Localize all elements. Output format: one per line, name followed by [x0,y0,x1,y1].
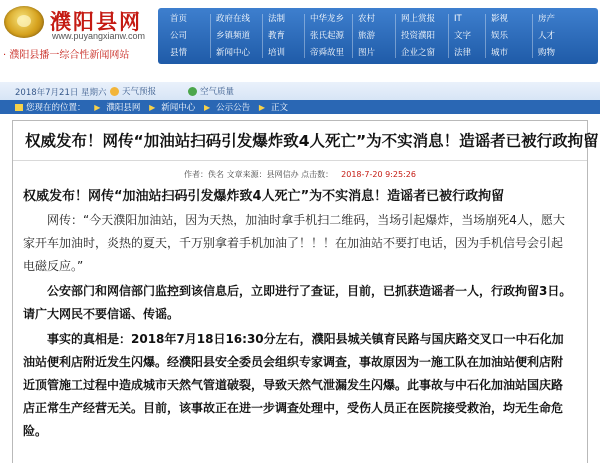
logo-emblem-icon [4,6,44,38]
site-url: www.puyangxianw.com [52,31,146,41]
nav-link[interactable]: 培训 [268,48,286,58]
article-meta [13,165,587,185]
nav-divider [304,14,305,58]
nav-link[interactable]: 农村 [358,14,376,24]
breadcrumb-item-current: 正文 [271,103,289,113]
nav-column [538,12,555,60]
breadcrumb-arrow-icon: ▶ [149,103,156,112]
nav-column [268,12,285,60]
article-paragraph: 网传：“今天濮阳加油站，因为天热，加油时拿手机扫二维码，当场引起爆炸，当场崩死4人，愿大家开车加油时，炎热的夏天，千万别拿着手机加油了！！！在加油站不要打电话，因为手机信号会引起电磁反应。” [23,213,565,273]
nav-divider [210,14,211,58]
site-header [0,0,600,68]
home-icon [15,104,23,111]
nav-link[interactable]: 投资濮阳 [401,31,436,41]
nav-link[interactable]: 帝舜故里 [310,48,345,58]
weather-label: 天气预报 [122,87,157,97]
current-date: 2018年7月21日 星期六 [15,88,107,98]
breadcrumb-item-notices[interactable]: 公示公告 [216,103,251,113]
nav-divider [532,14,533,58]
article-paragraph: 事实的真相是：2018年7月18日16:30分左右，濮阳县城关镇育民路与国庆路交叉口一中石化加油站便利店附近发生闪爆。经濮阳县安全委员会组织专家调查，事故原因为一施工队在加油站便利店附近顶管施工过程中造成城市天然气管道破裂，导致天然气泄漏发生闪爆。此事故与中石化加油站国庆路店正常生产经营无关。目前，该事故正在进一步调查处理中，受伤人员正在医院接受救治，均无生命危险。 [23,332,564,438]
nav-link[interactable]: 法律 [454,48,472,58]
nav-column [358,12,375,60]
nav-column [401,12,435,60]
nav-divider [352,14,353,58]
nav-link[interactable]: 网上赏报 [401,14,436,24]
nav-column [216,12,250,60]
nav-divider [448,14,449,58]
nav-column [170,12,187,60]
nav-column [310,12,344,60]
article-headline: 权威发布！网传“加油站扫码引发爆炸致4人死亡”为不实消息！造谣者已被行政拘留 [13,121,587,161]
nav-divider [395,14,396,58]
nav-divider [485,14,486,58]
nav-divider [262,14,263,58]
nav-link[interactable]: 旅游 [358,31,376,41]
weather-icon [110,87,119,96]
breadcrumb [0,100,600,114]
nav-link[interactable]: 文字 [454,31,472,41]
nav-link[interactable]: 县情 [170,48,188,58]
nav-link[interactable]: 娱乐 [491,31,509,41]
article-panel [12,120,599,463]
info-bar [0,82,600,100]
nav-link[interactable]: 中华龙乡 [310,14,345,24]
nav-column [454,12,471,60]
article-body [13,187,587,445]
breadcrumb-arrow-icon: ▶ [203,103,211,112]
breadcrumb-arrow-icon: ▶ [94,103,101,112]
article-date: 2018-7-20 9:25:26 [341,170,416,179]
nav-link[interactable]: 教育 [268,31,286,41]
site-title: 濮阳县网 [50,9,142,34]
nav-link[interactable]: IT [454,14,462,24]
nav-link[interactable]: 首页 [170,14,188,24]
breadcrumb-item-home[interactable]: 濮阳县网 [106,103,141,113]
nav-link[interactable]: 乡镇频道 [216,31,251,41]
air-quality-label: 空气质量 [200,87,235,97]
air-quality-link[interactable] [188,85,234,97]
breadcrumb-arrow-icon: ▶ [258,103,265,112]
main-nav [158,8,598,64]
nav-link[interactable]: 房产 [538,14,556,24]
nav-link[interactable]: 新闻中心 [216,48,251,58]
weather-link[interactable] [110,85,156,97]
nav-link[interactable]: 政府在线 [216,14,251,24]
nav-link[interactable]: 城市 [491,48,509,58]
site-logo[interactable] [0,0,160,68]
site-tagline: · 濮阳县播一综合性新闻网站 [3,50,130,61]
article-byline: 作者：佚名 文章来源：县网信办 点击数： [184,170,334,179]
nav-link[interactable]: 企业之窗 [401,48,436,58]
nav-link[interactable]: 图片 [358,48,376,58]
nav-link[interactable]: 人才 [538,31,556,41]
nav-link[interactable]: 公司 [170,31,188,41]
nav-link[interactable]: 张氏起源 [310,31,345,41]
air-quality-icon [188,87,197,96]
breadcrumb-item-news[interactable]: 新闻中心 [161,103,196,113]
nav-link[interactable]: 法制 [268,14,286,24]
nav-column [491,12,508,60]
nav-link[interactable]: 影视 [491,14,509,24]
article-subtitle: 权威发布！网传“加油站扫码引发爆炸致4人死亡”为不实消息！造谣者已被行政拘留 [23,189,505,204]
article-paragraph: 公安部门和网信部门监控到该信息后，立即进行了查证，目前，已抓获造谣者一人，行政拘留3日。请广大网民不要信谣、传谣。 [23,284,572,321]
breadcrumb-label: 您现在的位置： [26,103,86,113]
nav-link[interactable]: 购物 [538,48,556,58]
